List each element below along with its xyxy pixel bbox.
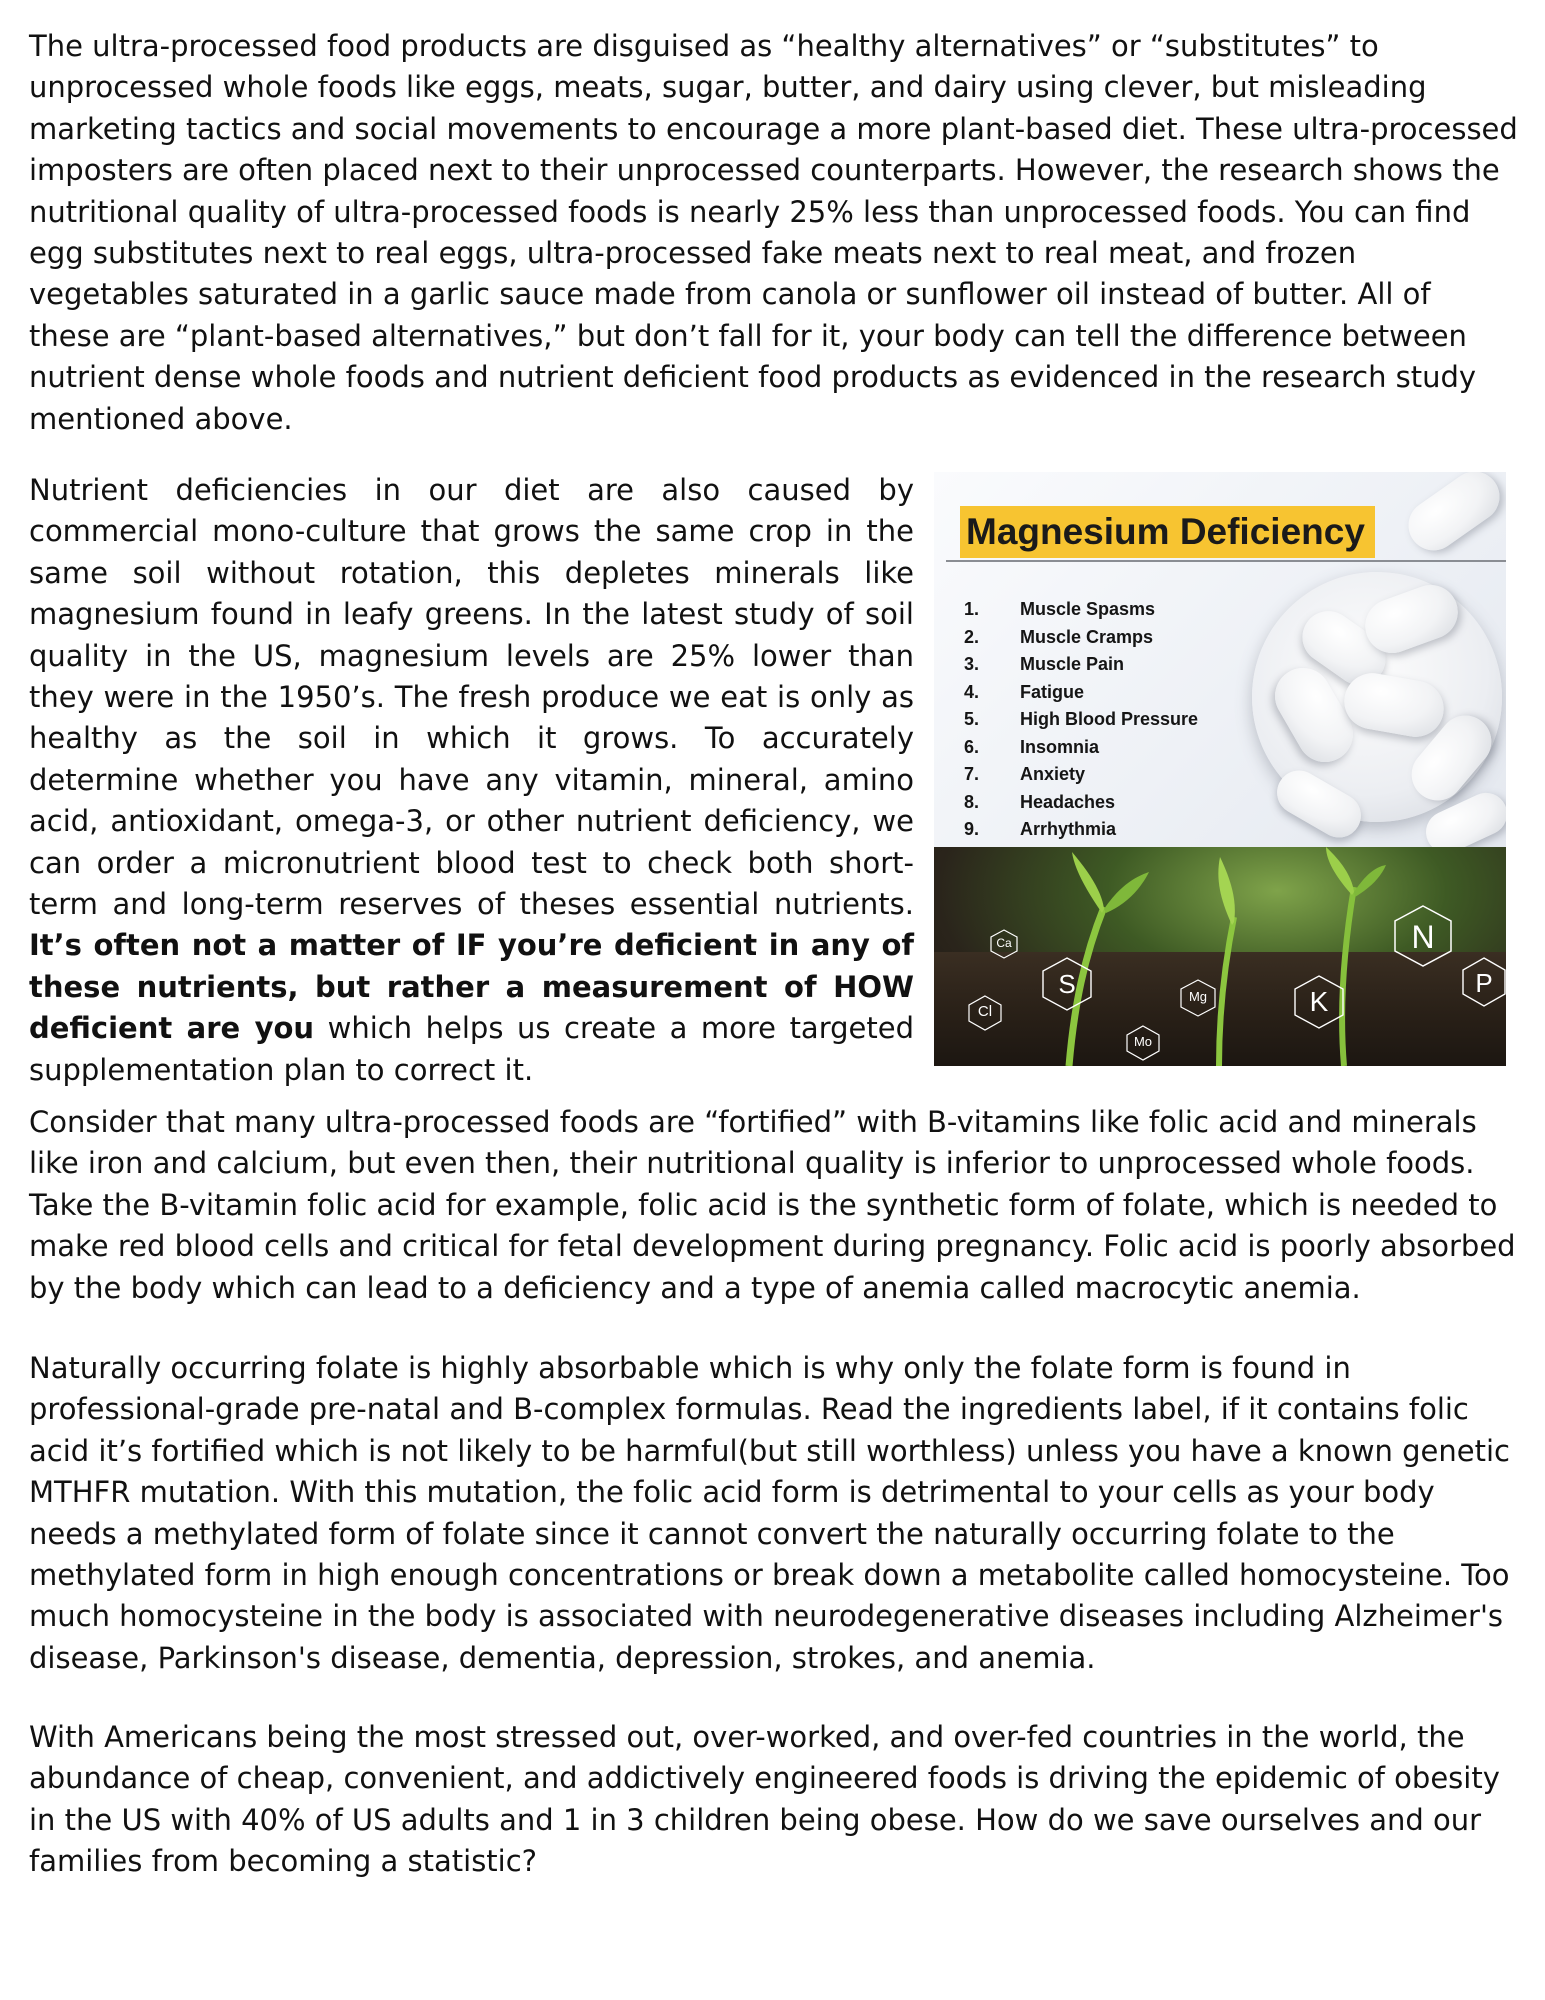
symptom-label: Arrhythmia: [1020, 819, 1117, 839]
element-hexagon-mo: [1126, 1025, 1160, 1061]
element-label: N: [1411, 919, 1435, 955]
element-label: Mo: [1133, 1034, 1153, 1049]
symptom-item: [964, 624, 1198, 652]
paragraph-fortified-foods: Consider that many ultra-processed foods are “fortified” with B-vitamins like folic acid and minerals like iron and calcium, but even then, their nutritional quality is inferior to unprocessed whole foods. Take the B-vitamin folic acid for example, folic acid is the synthetic form of folate, which is needed to make red blood cells and critical for fetal development during pregnancy. Folic acid is poorly absorbed by the body which can lead to a deficiency and a type of anemia called macrocytic anemia.: [29, 1105, 1516, 1305]
element-label: P: [1475, 968, 1493, 998]
paragraph-obesity-epidemic: With Americans being the most stressed out, over-worked, and over-fed countries in the world, the abundance of cheap, convenient, and addictively engineered foods is driving the epidemic of obesity in the US with 40% of US adults and 1 in 3 children being obese. How do we save ourselves and our families from becoming a statistic?: [29, 1720, 1500, 1879]
symptom-label: Muscle Spasms: [1020, 599, 1156, 619]
symptom-number: 7.: [964, 764, 980, 784]
symptom-item: [964, 651, 1198, 679]
element-label: Ca: [996, 936, 1012, 950]
symptom-number: 9.: [964, 819, 980, 839]
element-label: Mg: [1188, 989, 1208, 1004]
symptom-label: Fatigue: [1020, 681, 1085, 702]
figure-title: Magnesium Deficiency: [960, 506, 1375, 558]
emphasis-text: It’s often not a matter of IF you’re deficient in any of these nutrients, but rather a measurement of HOW deficient are you: [29, 928, 914, 1046]
paragraph-text: Nutrient deficiencies in our diet are also caused by commercial mono-culture that grows the same crop in the same soil without rotation, this depletes minerals like magnesium found in leafy greens. In the latest study of soil quality in the US, magnesium levels are 25% lower than they were in the 1950’s. The fresh produce we eat is only as healthy as the soil in which it grows. To accurately determine whether you have any vitamin, mineral, amino acid, antioxidant, omega-3, or other nutrient deficiency, we can order a micronutrient blood test to check both short-term and long-term reserves of theses essential nutrients.: [29, 473, 914, 922]
paragraph-ultra-processed-imposters: The ultra-processed food products are disguised as “healthy alternatives” or “substitutes” to unprocessed whole foods like eggs, meats, sugar, butter, and dairy using clever, but misleading marketing tactics and social movements to encourage a more plant-based diet. These ultra-processed imposters are often placed next to their unprocessed counterparts. However, the research shows the nutritional quality of ultra-processed foods is nearly 25% less than unprocessed foods. You can find egg substitutes next to real eggs, ultra-processed fake meats next to real meat, and frozen vegetables saturated in a garlic sauce made from canola or sunflower oil instead of butter. All of these are “plant-based alternatives,” but don’t fall for it, your body can tell the difference between nutrient dense whole foods and nutrient deficient food products as evidenced in the research study mentioned above.: [29, 29, 1518, 436]
symptom-item: [964, 706, 1198, 734]
element-label: Cl: [977, 1003, 993, 1020]
element-hexagon-n: [1394, 905, 1452, 967]
symptom-number: 2.: [964, 626, 980, 647]
pill-icon: [1399, 472, 1506, 560]
symptom-number: 1.: [964, 599, 980, 619]
element-label: S: [1058, 969, 1076, 999]
element-hexagon-mg: [1180, 979, 1216, 1017]
symptom-number: 6.: [964, 736, 980, 757]
symptom-number: 3.: [964, 654, 980, 674]
symptom-item: [964, 679, 1198, 707]
symptom-label: Muscle Cramps: [1020, 626, 1154, 647]
symptom-label: High Blood Pressure: [1020, 709, 1199, 729]
symptom-label: Anxiety: [1020, 764, 1086, 784]
magnesium-deficiency-image: [934, 472, 1506, 1066]
element-hexagon-p: [1462, 957, 1506, 1007]
element-hexagon-cl: [968, 995, 1002, 1031]
symptom-number: 5.: [964, 709, 980, 729]
symptom-list: [964, 596, 1198, 844]
symptom-label: Muscle Pain: [1020, 654, 1125, 674]
symptom-item: [964, 734, 1198, 762]
symptom-label: Headaches: [1020, 791, 1116, 812]
divider: [946, 560, 1506, 562]
element-label: K: [1309, 986, 1329, 1017]
symptom-number: 8.: [964, 791, 980, 812]
element-hexagon-k: [1294, 975, 1344, 1029]
supplement-pills-panel: [934, 472, 1506, 847]
symptom-label: Insomnia: [1020, 736, 1100, 757]
symptom-item: [964, 816, 1198, 844]
element-hexagon-ca: [990, 929, 1018, 959]
symptom-number: 4.: [964, 681, 980, 702]
paragraph-nutrient-deficiencies: [29, 470, 914, 1091]
symptom-item: [964, 596, 1198, 624]
seedlings-soil-panel: [934, 847, 1506, 1066]
symptom-item: [964, 761, 1198, 789]
element-hexagon-s: [1042, 957, 1092, 1011]
paragraph-natural-folate: Naturally occurring folate is highly absorbable which is why only the folate form is found in professional-grade pre-natal and B-complex formulas. Read the ingredients label, if it contains folic acid it’s fortified which is not likely to be harmful(but still worthless) unless you have a known genetic MTHFR mutation. With this mutation, the folic acid form is detrimental to your cells as your body needs a methylated form of folate since it cannot convert the naturally occurring folate to the methylated form in high enough concentrations or break down a metabolite called homocysteine. Too much homocysteine in the body is associated with neurodegenerative diseases including Alzheimer's disease, Parkinson's disease, dementia, depression, strokes, and anemia.: [29, 1351, 1510, 1675]
paragraph-text-tail: which helps us create a more targeted supplementation plan to correct it.: [29, 1011, 914, 1087]
symptom-item: [964, 789, 1198, 817]
